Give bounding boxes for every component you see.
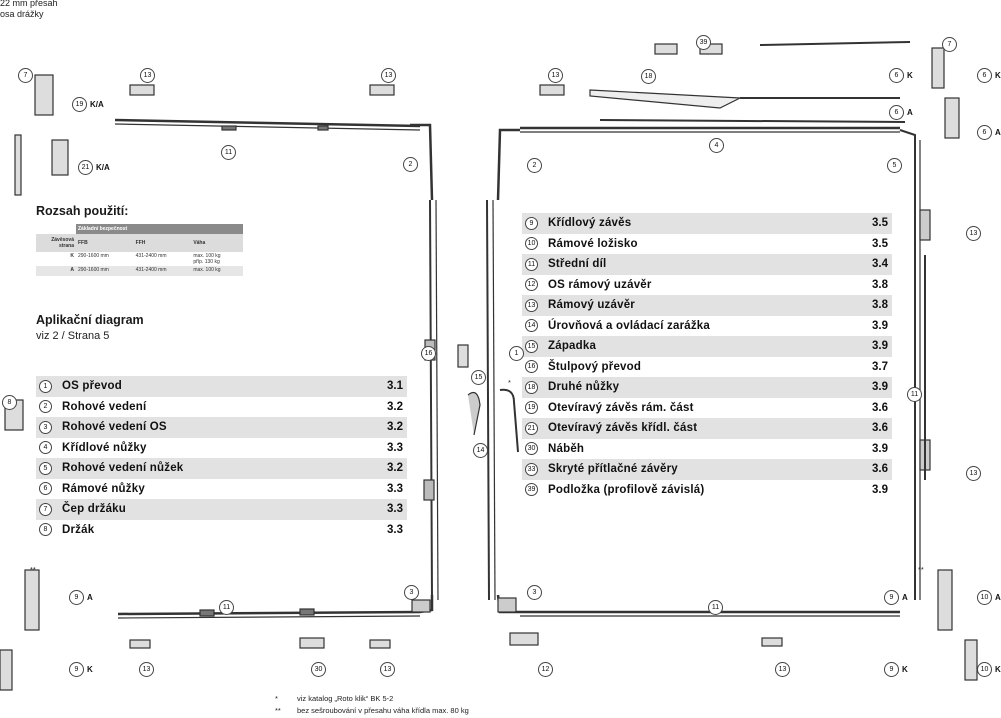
part-section: 3.1 — [387, 380, 403, 393]
usage-heading: Rozsah použití: — [36, 204, 129, 218]
part-name: Rohové vedení — [62, 400, 147, 413]
callout-number: 13 — [966, 466, 981, 481]
part-name: Držák — [62, 523, 95, 536]
callout — [221, 145, 236, 160]
part-number-badge: 9 — [525, 217, 538, 230]
callout — [775, 662, 790, 677]
part-number-badge: 2 — [39, 400, 52, 413]
star-mark: ** — [30, 565, 36, 574]
corner-note-line-1: 22 mm přesah — [0, 0, 58, 8]
callout-suffix: A — [995, 128, 1001, 137]
part-name: Úrovňová a ovládací zarážka — [548, 319, 711, 332]
part-name: Podložka (profilově závislá) — [548, 483, 705, 496]
callout — [69, 590, 93, 605]
callout-number: 11 — [907, 387, 922, 402]
table-side-header-line-1: Závěsová — [51, 237, 74, 243]
callout — [977, 68, 1001, 83]
callout — [889, 68, 913, 83]
callout — [548, 68, 563, 83]
callout-number: 12 — [538, 662, 553, 677]
part-section: 3.3 — [387, 441, 403, 454]
part-number-badge: 4 — [39, 441, 52, 454]
table-cell-weight-line-2: příp. 130 kg — [193, 259, 220, 265]
callout-number: 1 — [509, 346, 524, 361]
part-name: Křídlové nůžky — [62, 441, 147, 454]
part-number-badge: 6 — [39, 482, 52, 495]
callout-suffix: K — [995, 665, 1001, 674]
corner-note — [0, 0, 58, 20]
table-col-ffb: FFB — [76, 234, 134, 252]
part-row — [522, 377, 892, 398]
callout-suffix: K — [902, 665, 908, 674]
callout-number: 13 — [381, 68, 396, 83]
part-row — [522, 254, 892, 275]
footnote-text: bez sešroubování v přesahu váha křídla max. 80 kg — [297, 706, 469, 715]
table-cell-weight — [191, 252, 243, 266]
table-row — [36, 266, 243, 276]
callout — [381, 68, 396, 83]
callout-number: 3 — [404, 585, 419, 600]
part-section: 3.8 — [872, 299, 888, 312]
callout — [527, 158, 542, 173]
callout — [311, 662, 326, 677]
part-name: Střední díl — [548, 258, 607, 271]
callout — [139, 662, 154, 677]
part-section: 3.2 — [387, 462, 403, 475]
callout-suffix: K/A — [96, 163, 110, 172]
callout — [977, 125, 1001, 140]
part-name: OS převod — [62, 380, 122, 393]
part-section: 3.6 — [872, 463, 888, 476]
callout-number: 11 — [219, 600, 234, 615]
part-number-badge: 21 — [525, 422, 538, 435]
part-name: Štulpový převod — [548, 360, 642, 373]
part-name: Otevíravý závěs křídl. část — [548, 422, 698, 435]
callout-suffix: K/A — [90, 100, 104, 109]
part-row — [522, 459, 892, 480]
part-number-badge: 7 — [39, 503, 52, 516]
part-section: 3.3 — [387, 482, 403, 495]
part-name: Rámový uzávěr — [548, 299, 635, 312]
table-cell-ffb: 290-1600 mm — [78, 253, 109, 259]
part-name: Rámové nůžky — [62, 482, 145, 495]
part-row — [522, 398, 892, 419]
table-cell-weight: max. 100 kg — [191, 266, 243, 276]
callout — [709, 138, 724, 153]
part-number-badge: 10 — [525, 237, 538, 250]
callout — [527, 585, 542, 600]
part-row — [522, 234, 892, 255]
usage-table — [36, 224, 243, 276]
part-row — [522, 418, 892, 439]
part-row — [36, 479, 407, 500]
callout-number: 9 — [69, 590, 84, 605]
callout-suffix: K — [995, 71, 1001, 80]
callout-number: 11 — [221, 145, 236, 160]
callout-suffix: A — [87, 593, 93, 602]
callout-number: 7 — [18, 68, 33, 83]
callout — [907, 387, 922, 402]
callout-number: 13 — [966, 226, 981, 241]
part-row — [522, 295, 892, 316]
part-number-badge: 8 — [39, 523, 52, 536]
callout — [403, 157, 418, 172]
callout-number: 2 — [403, 157, 418, 172]
application-subtext: viz 2 / Strana 5 — [36, 330, 110, 342]
footnote-mark: ** — [275, 706, 281, 715]
part-row — [522, 357, 892, 378]
callout-number: 11 — [708, 600, 723, 615]
callout — [72, 97, 104, 112]
part-section: 3.5 — [872, 237, 888, 250]
callout — [421, 346, 436, 361]
callout-number: 6 — [889, 68, 904, 83]
callout-number: 3 — [527, 585, 542, 600]
callout — [942, 37, 957, 52]
table-cell-weight-line-1: max. 100 kg — [193, 253, 221, 259]
callout-number: 7 — [942, 37, 957, 52]
callout-number: 8 — [2, 395, 17, 410]
application-heading: Aplikační diagram — [36, 313, 144, 327]
table-cell-ffh: 431-2400 mm — [134, 266, 192, 276]
callout — [708, 600, 723, 615]
callout-number: 14 — [473, 443, 488, 458]
part-row — [36, 376, 407, 397]
part-name: Otevíravý závěs rám. část — [548, 401, 694, 414]
part-row — [522, 439, 892, 460]
callout — [884, 590, 908, 605]
callout — [977, 662, 1001, 677]
parts-list-left — [36, 376, 407, 540]
part-section: 3.2 — [387, 400, 403, 413]
callout-suffix: K — [87, 665, 93, 674]
callout — [641, 69, 656, 84]
table-side-header-line-2: strana — [58, 243, 74, 249]
callout — [884, 662, 908, 677]
callout — [887, 158, 902, 173]
part-section: 3.5 — [872, 217, 888, 230]
callout-number: 10 — [977, 590, 992, 605]
part-row — [36, 417, 407, 438]
callout — [473, 443, 488, 458]
table-col-ffh: FFH — [134, 234, 192, 252]
part-section: 3.9 — [872, 340, 888, 353]
corner-note-line-2: osa drážky — [0, 9, 44, 19]
part-number-badge: 12 — [525, 278, 538, 291]
table-col-weight: Váha — [191, 234, 243, 252]
part-number-badge: 19 — [525, 401, 538, 414]
footnote-mark: * — [275, 694, 278, 703]
callout-number: 10 — [977, 662, 992, 677]
part-section: 3.7 — [872, 360, 888, 373]
part-row — [522, 480, 892, 501]
callout-number: 5 — [887, 158, 902, 173]
part-section: 3.9 — [872, 319, 888, 332]
part-name: Skryté přítlačné závěry — [548, 463, 678, 476]
part-number-badge: 13 — [525, 299, 538, 312]
part-name: Rohové vedení OS — [62, 421, 167, 434]
part-number-badge: 30 — [525, 442, 538, 455]
callout-number: 13 — [548, 68, 563, 83]
callout-number: 6 — [977, 68, 992, 83]
star-mark: ** — [918, 565, 924, 574]
table-cell-side: K — [70, 253, 74, 259]
part-row — [522, 275, 892, 296]
part-number-badge: 33 — [525, 463, 538, 476]
part-row — [36, 458, 407, 479]
table-corner — [36, 224, 76, 234]
callout — [18, 68, 33, 83]
table-row — [36, 252, 243, 266]
part-name: Západka — [548, 340, 597, 353]
callout-number: 18 — [641, 69, 656, 84]
callout-number: 2 — [527, 158, 542, 173]
star-mark: * — [508, 378, 511, 387]
callout — [509, 346, 524, 361]
callout-number: 19 — [72, 97, 87, 112]
table-cell-side: A — [36, 266, 76, 276]
part-section: 3.6 — [872, 422, 888, 435]
part-name: Rohové vedení nůžek — [62, 462, 184, 475]
callout-number: 13 — [775, 662, 790, 677]
table-cell-ffh: 431-2400 mm — [135, 253, 167, 259]
callout-number: 13 — [139, 662, 154, 677]
callout — [696, 35, 711, 50]
part-row — [36, 520, 407, 541]
table-cell-ffb: 290-1600 mm — [76, 266, 134, 276]
part-name: Druhé nůžky — [548, 381, 620, 394]
callout-number: 9 — [884, 590, 899, 605]
callout — [966, 226, 981, 241]
part-row — [522, 336, 892, 357]
callout-number: 16 — [421, 346, 436, 361]
part-section: 3.2 — [387, 421, 403, 434]
callout-number: 39 — [696, 35, 711, 50]
part-row — [36, 499, 407, 520]
part-number-badge: 3 — [39, 421, 52, 434]
part-section: 3.4 — [872, 258, 888, 271]
left-sash-outline — [115, 120, 438, 618]
callout — [219, 600, 234, 615]
part-name: Čep držáku — [62, 503, 126, 516]
part-section: 3.9 — [872, 442, 888, 455]
part-number-badge: 1 — [39, 380, 52, 393]
part-number-badge: 15 — [525, 340, 538, 353]
part-section: 3.6 — [872, 401, 888, 414]
part-row — [522, 213, 892, 234]
callout-number: 6 — [889, 105, 904, 120]
callout-number: 6 — [977, 125, 992, 140]
part-row — [36, 397, 407, 418]
footnote-text: viz katalog „Roto klik“ BK 5-2 — [297, 694, 394, 703]
callout — [140, 68, 155, 83]
part-section: 3.8 — [872, 278, 888, 291]
callout-number: 9 — [884, 662, 899, 677]
part-number-badge: 18 — [525, 381, 538, 394]
callout — [538, 662, 553, 677]
callout — [889, 105, 913, 120]
callout — [2, 395, 17, 410]
part-name: Náběh — [548, 442, 585, 455]
part-number-badge: 11 — [525, 258, 538, 271]
callout-suffix: A — [902, 593, 908, 602]
part-section: 3.9 — [872, 483, 888, 496]
callout — [471, 370, 486, 385]
part-name: Rámové ložisko — [548, 237, 638, 250]
part-number-badge: 5 — [39, 462, 52, 475]
callout-number: 15 — [471, 370, 486, 385]
callout-suffix: A — [907, 108, 913, 117]
callout — [977, 590, 1001, 605]
table-group-header: Základní bezpečnost — [76, 224, 243, 234]
callout-number: 9 — [69, 662, 84, 677]
part-number-badge: 39 — [525, 483, 538, 496]
callout — [380, 662, 395, 677]
callout — [966, 466, 981, 481]
part-number-badge: 14 — [525, 319, 538, 332]
callout-number: 13 — [140, 68, 155, 83]
callout-number: 4 — [709, 138, 724, 153]
table-side-header — [36, 234, 76, 252]
callout — [69, 662, 93, 677]
part-name: OS rámový uzávěr — [548, 278, 652, 291]
part-row — [36, 438, 407, 459]
callout — [78, 160, 110, 175]
callout-number: 13 — [380, 662, 395, 677]
callout — [404, 585, 419, 600]
callout-suffix: A — [995, 593, 1001, 602]
callout-number: 21 — [78, 160, 93, 175]
part-section: 3.3 — [387, 503, 403, 516]
part-row — [522, 316, 892, 337]
parts-list-right — [522, 213, 892, 500]
part-section: 3.9 — [872, 381, 888, 394]
callout-number: 30 — [311, 662, 326, 677]
part-number-badge: 16 — [525, 360, 538, 373]
part-name: Křídlový závěs — [548, 217, 632, 230]
part-section: 3.3 — [387, 523, 403, 536]
callout-suffix: K — [907, 71, 913, 80]
handle-assembly — [458, 200, 518, 600]
